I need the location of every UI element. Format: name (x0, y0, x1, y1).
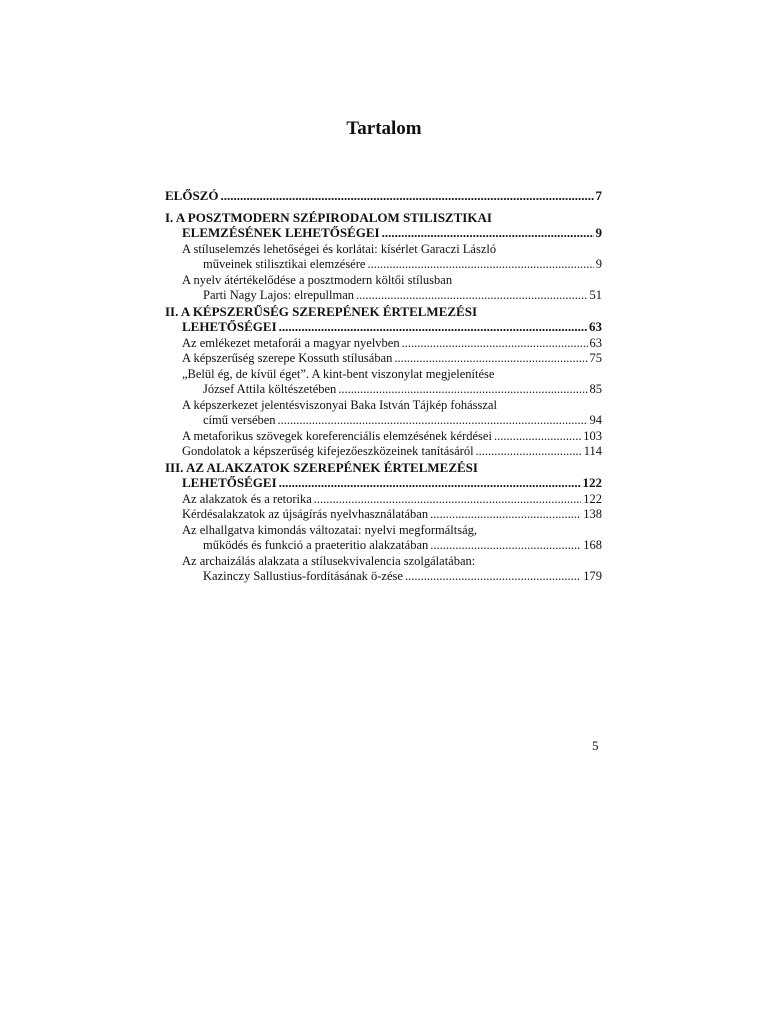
toc-item-label: műveinek stilisztikai elemzésére (203, 257, 366, 271)
toc-page-number: 138 (583, 507, 602, 521)
page-number: 5 (592, 738, 599, 753)
toc-item (165, 569, 602, 585)
toc-item (165, 288, 602, 304)
dot-leader (338, 382, 587, 398)
toc-chapter-1 (165, 225, 602, 241)
toc-chapter-label: ELEMZÉSÉNEK LEHETŐSÉGEI (182, 225, 380, 240)
toc-item (165, 444, 602, 460)
dot-leader (279, 475, 581, 491)
toc-item-label: Az emlékezet metaforái a magyar nyelvben (182, 335, 400, 350)
dot-leader (405, 569, 581, 585)
page-title: Tartalom (346, 118, 422, 139)
toc-item-label: A stíluselemzés lehetőségei és korlátai: kísérlet Garaczi László (182, 241, 497, 256)
toc-item-label: Parti Nagy Lajos: elrepullman (203, 288, 355, 302)
toc-page-number: 122 (583, 491, 602, 506)
toc-item (165, 429, 602, 445)
toc-item-label: című versében (203, 413, 276, 427)
toc-item-label: A nyelv átértékelődése a posztmodern költői stílusban (182, 272, 453, 287)
dot-leader (430, 538, 581, 554)
table-of-contents (165, 188, 602, 585)
toc-page-number: 7 (595, 188, 602, 203)
toc-chapter-3-heading: III. AZ ALAKZATOK SZEREPÉNEK ÉRTELMEZÉSI (165, 459, 478, 475)
toc-item (165, 257, 602, 273)
toc-item-label: A metaforikus szövegek koreferenciális elemzésének kérdései (182, 428, 492, 443)
toc-page-number: 63 (589, 319, 602, 334)
toc-page-number: 122 (582, 475, 602, 490)
toc-chapter-2-heading: II. A KÉPSZERŰSÉG SZEREPÉNEK ÉRTELMEZÉSI (165, 303, 478, 319)
toc-item-label: Az alakzatok és a retorika (182, 491, 312, 506)
toc-item (165, 413, 602, 429)
dot-leader (476, 444, 582, 460)
toc-chapter-2 (165, 319, 602, 335)
toc-item (165, 351, 602, 367)
toc-item-label: József Attila költészetében (203, 382, 337, 396)
dot-leader (220, 188, 593, 204)
dot-leader (402, 336, 588, 352)
dot-leader (278, 413, 588, 429)
toc-page-number: 9 (595, 225, 602, 240)
toc-item-label: Kazinczy Sallustius-fordításának ö-zése (203, 569, 403, 583)
toc-entry-label: ELŐSZÓ (165, 188, 219, 203)
toc-item (165, 538, 602, 554)
toc-chapter-1-heading: I. A POSZTMODERN SZÉPIRODALOM STILISZTIKAI (165, 209, 492, 225)
toc-item (165, 507, 602, 523)
toc-page-number: 94 (589, 413, 602, 427)
toc-chapter-3 (165, 475, 602, 491)
toc-page-number: 75 (589, 351, 602, 365)
toc-item-label: működés és funkció a praeteritio alakzatában (203, 538, 429, 552)
toc-page-number: 114 (583, 444, 602, 458)
toc-item (165, 492, 602, 508)
dot-leader (367, 257, 593, 273)
toc-item-label: A képszerkezet jelentésviszonyai Baka István Tájkép fohásszal (182, 397, 497, 412)
toc-page-number: 168 (583, 538, 602, 552)
toc-page-number: 63 (589, 335, 602, 350)
toc-page-number: 103 (583, 428, 602, 443)
dot-leader (394, 351, 587, 367)
toc-chapter-label: LEHETŐSÉGEI (182, 475, 277, 490)
toc-page-number: 51 (589, 288, 602, 302)
dot-leader (356, 288, 587, 304)
dot-leader (279, 319, 587, 335)
toc-entry-preface (165, 188, 602, 204)
dot-leader (430, 507, 581, 523)
toc-item (165, 382, 602, 398)
toc-item-label: Az elhallgatva kimondás változatai: nyelvi megformáltság, (182, 522, 478, 537)
toc-item (165, 336, 602, 352)
toc-item-label: Kérdésalakzatok az újságírás nyelvhasználatában (182, 507, 429, 521)
toc-item-label: A képszerűség szerepe Kossuth stílusában (182, 351, 393, 365)
dot-leader (314, 492, 581, 508)
toc-page-number: 85 (589, 382, 602, 396)
toc-page-number: 179 (583, 569, 602, 583)
toc-page-number: 9 (595, 257, 602, 271)
toc-chapter-label: LEHETŐSÉGEI (182, 319, 277, 334)
toc-item-label: Az archaizálás alakzata a stílusekvivalencia szolgálatában: (182, 553, 476, 568)
toc-item-label: Gondolatok a képszerűség kifejezőeszközeinek tanításáról (182, 444, 474, 458)
dot-leader (494, 429, 581, 445)
toc-item-label: „Belül ég, de kívül éget”. A kint-bent viszonylat megjelenítése (182, 366, 495, 381)
dot-leader (382, 225, 594, 241)
